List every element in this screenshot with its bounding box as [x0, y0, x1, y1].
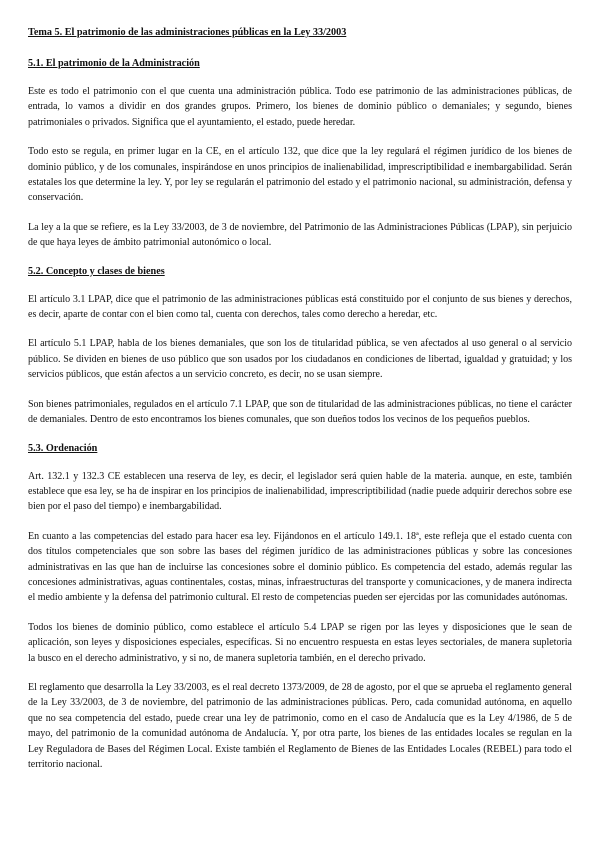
paragraph: Son bienes patrimoniales, regulados en el artículo 7.1 LPAP, que son de titularidad de las administraciones públicas, no tiene el carácter de demaniales. Dentro de esto encontramos los bienes comunales, que son dueños todos los vecinos de los pequeños pueblos.	[28, 398, 572, 426]
paragraph: Art. 132.1 y 132.3 CE establecen una reserva de ley, es decir, el legislador será quien hable de la materia. aunque, en este, también establece que esa ley, se ha de inspirar en los principios de inalienabilidad, imprescriptibilidad (nadie puede adquirir derechos sobre ese bien por el paso del tiempo) e inembargabilidad.	[28, 470, 572, 513]
paragraph: El reglamento que desarrolla la Ley 33/2003, es el real decreto 1373/2009, de 28 de agosto, por el que se aprueba el reglamento general de la Ley 33/2003, de 3 de noviembre, del patrimonio de las administraciones públicas. Pero, cada comunidad autónoma, en aquello que no sea competencia del estado, puede crear una ley de patrimonio, como en el caso de Andalucía que es la Ley 4/1986, de 5 de mayo, del patrimonio de la comunidad autónoma de Andalucía. Y, por otra parte, los bienes de las entidades locales se regulan en la Ley Reguladora de Bases del Régimen Local. Existe también el Reglamento de Bienes de las Entidades Locales (REBEL) para todo el territorio nacional.	[28, 681, 572, 770]
document-title: Tema 5. El patrimonio de las administraciones públicas en la Ley 33/2003	[28, 27, 347, 38]
paragraph: La ley a la que se refiere, es la Ley 33/2003, de 3 de noviembre, del Patrimonio de las Administraciones Públicas (LPAP), sin perjuicio de que haya leyes de ámbito patrimonial autonómico o local.	[28, 221, 572, 249]
section-heading: 5.2. Concepto y clases de bienes	[28, 265, 165, 277]
paragraph: Todo esto se regula, en primer lugar en la CE, en el artículo 132, que dice que la ley regulará el régimen jurídico de los bienes de dominio público, y de los comunales, inspirándose en unos principios de inalienabilidad, imprescriptibilidad e inembargabilidad. Serán estatales los que determine la ley. Y, por ley se regularán el patrimonio del estado y el patrimonio nacional, su administración, defensa y conservación.	[28, 146, 572, 204]
section-heading: 5.1. El patrimonio de la Administración	[28, 58, 200, 69]
section-ordenacion	[28, 442, 572, 773]
paragraph: En cuanto a las competencias del estado para hacer esa ley. Fijándonos en el artículo 149.1. 18ª, este refleja que el estado cuenta con dos títulos competenciales que son sobre las bases del régimen jurídico de las administraciones públicas y sobre las concesiones administrativas en las que han de incluirse las concesiones sobre el dominio público. Es competencia del estado, además regular las concesiones administrativas, aguas continentales, costas, minas, infraestructuras del transporte y comunicaciones, y de manera indirecta el medio ambiente y la defensa del patrimonio cultural. El resto de competencias pueden ser ejercidas por las comunidades autónomas.	[28, 530, 572, 604]
paragraph: El artículo 5.1 LPAP, habla de los bienes demaniales, que son los de titularidad pública, se ven afectados al uso general o al servicio público. Se dividen en bienes de uso público que son usados por los ciudadanos en condiciones de libertad, igualdad y gratuidad; y los servicios públicos, que están afectos a un servicio concreto, es decir, no se usan siempre.	[28, 338, 572, 381]
paragraph: Este es todo el patrimonio con el que cuenta una administración pública. Todo ese patrimonio de las administraciones públicas, de entrada, lo vamos a dividir en dos grandes grupos. Primero, los bienes de dominio público o demaniales; y segundo, bienes patrimoniales o privados. Significa que el ayuntamiento, el estado, puede heredar.	[28, 86, 572, 128]
paragraph: El artículo 3.1 LPAP, dice que el patrimonio de las administraciones públicas está constituido por el conjunto de sus bienes y derechos, es decir, aparte de contar con el bien como tal, cuenta con derechos, tales como derecho a heredar, etc.	[28, 293, 572, 321]
section-patrimonio	[28, 57, 572, 251]
paragraph: Todos los bienes de dominio público, como establece el artículo 5.4 LPAP se rigen por las leyes y disposiciones que le sean de aplicación, son leyes y disposiciones especiales, específicas. Si no encuentro respuesta en estas leyes sectoriales, de manera supletoria la busco en el derecho administrativo, y si no, de manera supletoria también, en el derecho privado.	[28, 621, 572, 664]
section-concepto	[28, 265, 572, 428]
section-heading: 5.3. Ordenación	[28, 442, 98, 454]
